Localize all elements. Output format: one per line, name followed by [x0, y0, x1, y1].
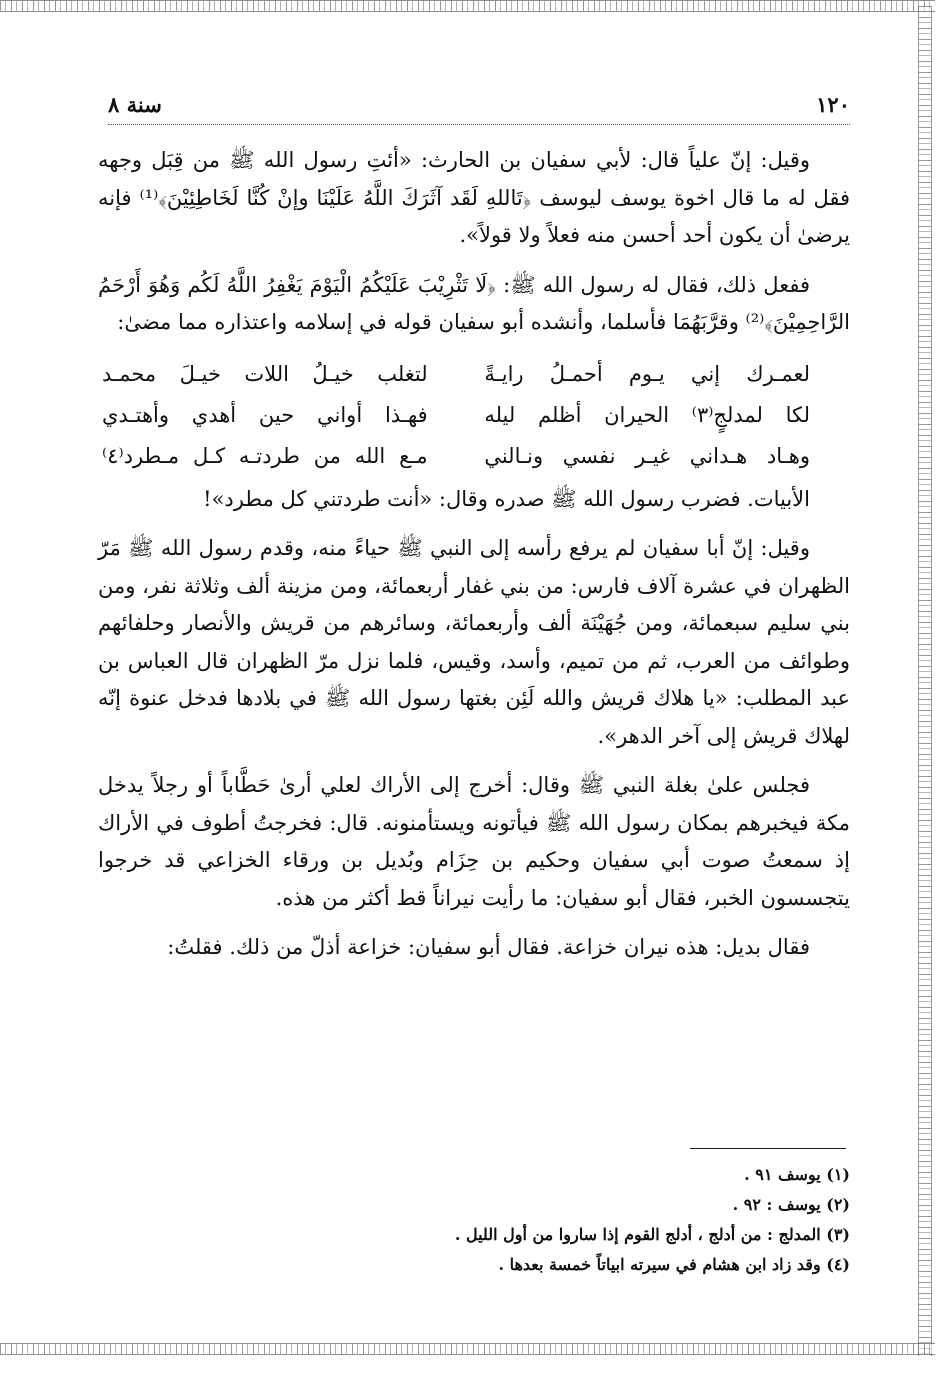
top-ornamental-border	[0, 0, 935, 12]
verse-first-hemistich: لكا لمدلجٍ⁽٣⁾ الحيران أظلم ليله	[484, 402, 810, 427]
footnote: (٢) يوسف : ٩٢ .	[732, 1195, 850, 1214]
verse-second-hemistich: لتغلب خيـلُ اللات خيـلَ محمـد	[102, 361, 428, 386]
poem-verse	[98, 395, 850, 436]
verse-second-hemistich: مـع الله من طردتـه كـل مـطرد⁽٤⁾	[102, 443, 428, 468]
footnotes	[108, 1160, 850, 1280]
verse-first-hemistich: وهـاد هـداني غيـر نفسي ونـالني	[484, 443, 810, 468]
paragraph: وقيل: إنّ أبا سفيان لم يرفع رأسه إلى النبي ﷺ حياءً منه، وقدم رسول الله ﷺ مَرّ الظهران في عشرة آلاف فارس: من بني غفار أربعمائة، ومن مزينة ألف وثلاثة نفر، ومن بني سليم سبعمائة، ومن جُهَيْنَة ألف وأربعمائة، وسائرهم من قريش والأنصار وحلفائهم وطوائف من العرب، ثم من تميم، وأسد، وقيس، فلما نزل مرّ الظهران قال العباس بن عبد المطلب: «يا هلاك قريش والله لَئِن بغتها رسول الله ﷺ في بلادها فدخل عنوة إنّه لهلاك قريش إلى آخر الدهر».	[98, 536, 850, 748]
poem-block	[98, 354, 850, 477]
bottom-ornamental-border	[0, 1343, 935, 1355]
running-header	[108, 92, 850, 126]
footnote-separator	[690, 1148, 846, 1149]
paragraph: فقال بديل: هذه نيران خزاعة. فقال أبو سفيان: خزاعة أذلّ من ذلك. فقلتُ:	[167, 935, 810, 959]
paragraph: فجلس علىٰ بغلة النبي ﷺ وقال: أخرج إلى الأراك لعلي أرىٰ حَطَّاباً أو رجلاً يدخل مكة فيخبرهم بمكان رسول الله ﷺ فيأتونه ويستأمنونه. قال: فخرجتُ أطوف في الأراك إذ سمعتُ صوت أبي سفيان وحكيم بن حِزَام وبُديل بن ورقاء الخزاعي قد خرجوا يتجسسون الخبر، فقال أبو سفيان: ما رأيت نيراناً قط أكثر من هذه.	[98, 773, 850, 910]
verse-first-hemistich: لعمـرك إني يـوم أحمـلُ رايـةً	[484, 361, 810, 386]
running-title: سنة ٨	[108, 92, 162, 117]
poem-verse	[98, 354, 850, 395]
footnote: (٤) وقد زاد ابن هشام في سيرته ابياتاً خمسة بعدها .	[498, 1255, 850, 1274]
paragraph: ففعل ذلك، فقال له رسول الله ﷺ: ﴿لَا تَثْرِيْبَ عَلَيْكُمُ الْيَوْمَ يَغْفِرُ اللَّهُ لَكُم وَهُوَ أَرْحَمُ الرَّاحِمِيْنَ﴾⁽²⁾ وقرَّبَهُمَا فأسلما، وأنشده أبو سفيان قوله في إسلامه واعتذاره مما مضىٰ:	[98, 272, 850, 334]
page-number: ١٢٠	[816, 92, 850, 117]
verse-second-hemistich: فهـذا أواني حين أهدي وأهتـدي	[102, 402, 428, 427]
main-text-block	[98, 142, 850, 967]
poem-verse	[98, 436, 850, 477]
footnote: (٣) المدلج : من أدلج ، أدلج القوم إذا ساروا من أول الليل .	[454, 1225, 850, 1244]
paragraph: الأبيات. فضرب رسول الله ﷺ صدره وقال: «أنت طردتني كل مطرد»!	[203, 486, 810, 511]
footnote: (١) يوسف ٩١ .	[744, 1165, 850, 1184]
paragraph: وقيل: إنّ علياً قال: لأبي سفيان بن الحارث: «أئتِ رسول الله ﷺ من قِبَل وجهه فقل له ما قال اخوة يوسف ليوسف ﴿تَاللهِ لَقَد آثَرَكَ اللَّهُ عَلَيْنَا وإنْ كُنَّا لَخَاطِئِيْنَ﴾⁽¹⁾ فإنه يرضىٰ أن يكون أحد أحسن منه فعلاً ولا قولاً».	[98, 148, 851, 247]
right-ornamental-border	[918, 6, 932, 1356]
header-dotted-rule	[108, 124, 850, 125]
